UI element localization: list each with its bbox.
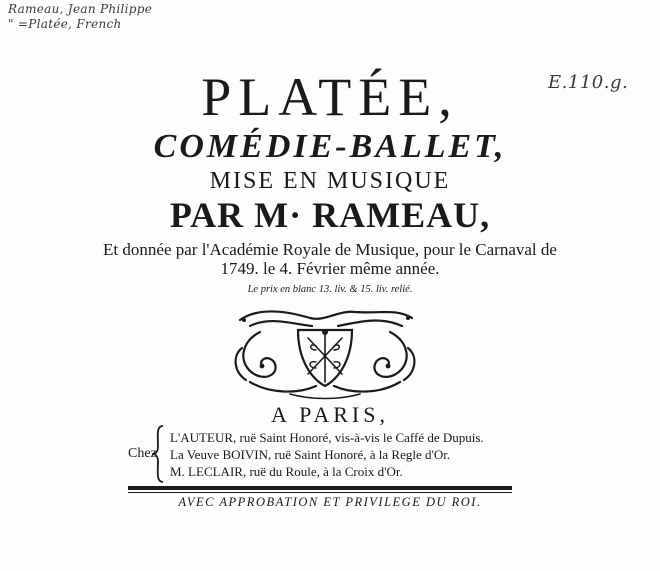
imprint-place: A PARIS, — [270, 402, 389, 427]
vendor-line: L'AUTEUR, ruë Saint Honoré, vis-à-vis le Caffé de Dupuis. — [170, 430, 484, 445]
composer-line: PAR M· RAMEAU, — [169, 195, 491, 235]
work-title: PLATÉE, — [201, 67, 459, 127]
mise-en-musique-line: MISE EN MUSIQUE — [209, 168, 451, 194]
work-genre: COMÉDIE-BALLET, — [153, 128, 507, 165]
privilege-line: AVEC APPROBATION ET PRIVILEGE DU ROI. — [178, 495, 482, 509]
engraved-vignette-icon — [220, 302, 430, 400]
shelfmark: E.110.g. — [548, 72, 629, 93]
performance-line-1: Et donnée par l'Académie Royale de Musique, pour le Carnaval de — [103, 240, 557, 259]
chez-label: Chez — [128, 446, 157, 461]
price-line: Le prix en blanc 13. liv. & 15. liv. relié. — [247, 284, 413, 295]
curly-brace-icon — [150, 424, 166, 484]
imprint-rule-thick — [128, 486, 512, 490]
handwritten-catalog-note: Rameau, Jean Philippe — [8, 2, 153, 16]
vendor-line: La Veuve BOIVIN, ruë Saint Honoré, à la Regle d'Or. — [170, 447, 451, 462]
handwritten-catalog-note-2: " =Platée, French — [8, 17, 122, 31]
imprint-rule-thin — [128, 492, 512, 493]
vendor-line: M. LECLAIR, ruë du Roule, à la Croix d'Or. — [170, 464, 403, 479]
performance-line-2: 1749. le 4. Février même année. — [220, 259, 440, 278]
